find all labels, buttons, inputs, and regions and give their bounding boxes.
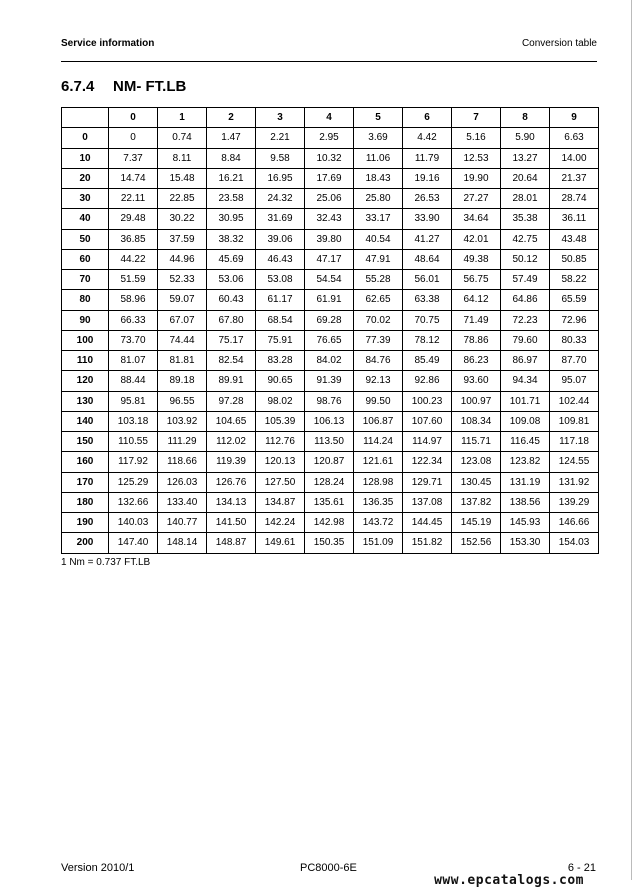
table-cell: 145.93 [501, 513, 550, 533]
table-cell: 133.40 [158, 492, 207, 512]
table-cell: 98.76 [305, 391, 354, 411]
column-header: 7 [452, 108, 501, 128]
table-cell: 101.71 [501, 391, 550, 411]
table-cell: 97.28 [207, 391, 256, 411]
table-cell: 88.44 [109, 371, 158, 391]
table-row [62, 168, 599, 188]
table-cell: 52.33 [158, 270, 207, 290]
table-cell: 45.69 [207, 249, 256, 269]
table-cell: 107.60 [403, 411, 452, 431]
table-row [62, 229, 599, 249]
table-row [62, 290, 599, 310]
table-cell: 77.39 [354, 330, 403, 350]
table-cell: 125.29 [109, 472, 158, 492]
table-cell: 13.27 [501, 148, 550, 168]
table-cell: 70.75 [403, 310, 452, 330]
table-cell: 140.77 [158, 513, 207, 533]
table-cell: 17.69 [305, 168, 354, 188]
header-section-label: Service information [61, 38, 155, 49]
table-cell: 151.82 [403, 533, 452, 553]
row-header: 30 [62, 189, 109, 209]
table-cell: 8.84 [207, 148, 256, 168]
table-cell: 11.79 [403, 148, 452, 168]
table-cell: 50.85 [550, 249, 599, 269]
table-cell: 54.54 [305, 270, 354, 290]
table-cell: 145.19 [452, 513, 501, 533]
table-cell: 116.45 [501, 432, 550, 452]
table-cell: 142.98 [305, 513, 354, 533]
table-cell: 71.49 [452, 310, 501, 330]
table-row [62, 310, 599, 330]
table-cell: 58.22 [550, 270, 599, 290]
table-cell: 51.59 [109, 270, 158, 290]
table-cell: 90.65 [256, 371, 305, 391]
table-cell: 56.01 [403, 270, 452, 290]
column-header: 0 [109, 108, 158, 128]
table-cell: 75.91 [256, 330, 305, 350]
section-number: 6.7.4 [61, 78, 95, 95]
table-cell: 86.23 [452, 351, 501, 371]
table-cell: 98.02 [256, 391, 305, 411]
table-cell: 66.33 [109, 310, 158, 330]
table-cell: 75.17 [207, 330, 256, 350]
column-header: 8 [501, 108, 550, 128]
table-cell: 95.81 [109, 391, 158, 411]
table-cell: 39.06 [256, 229, 305, 249]
table-cell: 37.59 [158, 229, 207, 249]
table-cell: 128.98 [354, 472, 403, 492]
table-cell: 9.58 [256, 148, 305, 168]
table-row [62, 472, 599, 492]
table-cell: 110.55 [109, 432, 158, 452]
column-header: 9 [550, 108, 599, 128]
table-cell: 32.43 [305, 209, 354, 229]
footer-page-number: 6 - 21 [567, 862, 596, 874]
table-cell: 64.12 [452, 290, 501, 310]
table-cell: 69.28 [305, 310, 354, 330]
table-cell: 139.29 [550, 492, 599, 512]
table-cell: 31.69 [256, 209, 305, 229]
table-cell: 50.12 [501, 249, 550, 269]
table-cell: 8.11 [158, 148, 207, 168]
table-cell: 112.76 [256, 432, 305, 452]
table-cell: 126.03 [158, 472, 207, 492]
table-cell: 72.96 [550, 310, 599, 330]
table-cell: 147.40 [109, 533, 158, 553]
table-cell: 56.75 [452, 270, 501, 290]
table-cell: 53.08 [256, 270, 305, 290]
table-cell: 149.61 [256, 533, 305, 553]
table-cell: 36.11 [550, 209, 599, 229]
table-cell: 130.45 [452, 472, 501, 492]
row-header: 150 [62, 432, 109, 452]
table-cell: 123.08 [452, 452, 501, 472]
table-row [62, 452, 599, 472]
table-cell: 78.86 [452, 330, 501, 350]
table-cell: 87.70 [550, 351, 599, 371]
section-title: NM- FT.LB [113, 78, 187, 95]
column-header: 6 [403, 108, 452, 128]
table-cell: 59.07 [158, 290, 207, 310]
table-cell: 144.45 [403, 513, 452, 533]
table-row [62, 270, 599, 290]
table-cell: 83.28 [256, 351, 305, 371]
table-cell: 132.66 [109, 492, 158, 512]
table-cell: 100.97 [452, 391, 501, 411]
conversion-table [61, 107, 599, 554]
table-cell: 113.50 [305, 432, 354, 452]
table-cell: 122.34 [403, 452, 452, 472]
table-cell: 136.35 [354, 492, 403, 512]
table-cell: 89.18 [158, 371, 207, 391]
page-edge-line [631, 0, 632, 880]
table-cell: 25.06 [305, 189, 354, 209]
table-cell: 109.08 [501, 411, 550, 431]
table-cell: 64.86 [501, 290, 550, 310]
column-header: 4 [305, 108, 354, 128]
table-cell: 2.21 [256, 128, 305, 148]
table-cell: 14.00 [550, 148, 599, 168]
row-header: 20 [62, 168, 109, 188]
table-cell: 36.85 [109, 229, 158, 249]
table-cell: 85.49 [403, 351, 452, 371]
table-cell: 73.70 [109, 330, 158, 350]
table-cell: 10.32 [305, 148, 354, 168]
footer-version: Version 2010/1 [61, 862, 135, 874]
table-row [62, 351, 599, 371]
row-header: 60 [62, 249, 109, 269]
page-header [61, 38, 597, 62]
table-cell: 24.32 [256, 189, 305, 209]
table-cell: 21.37 [550, 168, 599, 188]
table-cell: 53.06 [207, 270, 256, 290]
table-cell: 72.23 [501, 310, 550, 330]
table-cell: 137.82 [452, 492, 501, 512]
row-header: 10 [62, 148, 109, 168]
column-header: 5 [354, 108, 403, 128]
table-cell: 7.37 [109, 148, 158, 168]
table-cell: 102.44 [550, 391, 599, 411]
watermark-text: www.epcatalogs.com [434, 873, 584, 888]
table-cell: 115.71 [452, 432, 501, 452]
table-cell: 120.13 [256, 452, 305, 472]
table-cell: 92.13 [354, 371, 403, 391]
table-cell: 148.87 [207, 533, 256, 553]
table-cell: 81.81 [158, 351, 207, 371]
table-cell: 92.86 [403, 371, 452, 391]
table-cell: 84.02 [305, 351, 354, 371]
column-header: 3 [256, 108, 305, 128]
table-cell: 39.80 [305, 229, 354, 249]
table-cell: 14.74 [109, 168, 158, 188]
header-topic-label: Conversion table [521, 38, 597, 49]
table-cell: 121.61 [354, 452, 403, 472]
row-header: 0 [62, 128, 109, 148]
row-header: 90 [62, 310, 109, 330]
table-cell: 153.30 [501, 533, 550, 553]
table-cell: 70.02 [354, 310, 403, 330]
table-cell: 19.90 [452, 168, 501, 188]
table-cell: 68.54 [256, 310, 305, 330]
table-corner-cell [62, 108, 109, 128]
table-cell: 35.38 [501, 209, 550, 229]
table-cell: 78.12 [403, 330, 452, 350]
table-cell: 0 [109, 128, 158, 148]
table-cell: 154.03 [550, 533, 599, 553]
table-cell: 38.32 [207, 229, 256, 249]
table-cell: 26.53 [403, 189, 452, 209]
table-cell: 141.50 [207, 513, 256, 533]
row-header: 80 [62, 290, 109, 310]
table-cell: 43.48 [550, 229, 599, 249]
table-row [62, 492, 599, 512]
column-header: 1 [158, 108, 207, 128]
table-row [62, 411, 599, 431]
row-header: 160 [62, 452, 109, 472]
table-row [62, 148, 599, 168]
row-header: 180 [62, 492, 109, 512]
table-cell: 47.17 [305, 249, 354, 269]
table-cell: 0.74 [158, 128, 207, 148]
row-header: 130 [62, 391, 109, 411]
table-cell: 65.59 [550, 290, 599, 310]
table-cell: 135.61 [305, 492, 354, 512]
table-cell: 151.09 [354, 533, 403, 553]
table-cell: 5.16 [452, 128, 501, 148]
table-cell: 27.27 [452, 189, 501, 209]
table-cell: 62.65 [354, 290, 403, 310]
table-cell: 146.66 [550, 513, 599, 533]
table-cell: 57.49 [501, 270, 550, 290]
table-cell: 44.96 [158, 249, 207, 269]
table-cell: 1.47 [207, 128, 256, 148]
row-header: 70 [62, 270, 109, 290]
footer-model: PC8000-6E [300, 862, 357, 874]
table-cell: 124.55 [550, 452, 599, 472]
table-cell: 112.02 [207, 432, 256, 452]
table-cell: 119.39 [207, 452, 256, 472]
row-header: 100 [62, 330, 109, 350]
table-cell: 22.11 [109, 189, 158, 209]
table-cell: 61.91 [305, 290, 354, 310]
row-header: 200 [62, 533, 109, 553]
table-cell: 74.44 [158, 330, 207, 350]
table-cell: 30.95 [207, 209, 256, 229]
table-cell: 47.91 [354, 249, 403, 269]
table-cell: 40.54 [354, 229, 403, 249]
table-cell: 150.35 [305, 533, 354, 553]
table-cell: 58.96 [109, 290, 158, 310]
table-cell: 117.18 [550, 432, 599, 452]
table-cell: 106.13 [305, 411, 354, 431]
table-cell: 129.71 [403, 472, 452, 492]
table-cell: 3.69 [354, 128, 403, 148]
table-cell: 93.60 [452, 371, 501, 391]
table-cell: 152.56 [452, 533, 501, 553]
table-cell: 117.92 [109, 452, 158, 472]
table-cell: 46.43 [256, 249, 305, 269]
table-cell: 81.07 [109, 351, 158, 371]
table-cell: 143.72 [354, 513, 403, 533]
table-cell: 16.95 [256, 168, 305, 188]
table-cell: 148.14 [158, 533, 207, 553]
table-cell: 114.24 [354, 432, 403, 452]
row-header: 170 [62, 472, 109, 492]
table-cell: 15.48 [158, 168, 207, 188]
table-cell: 34.64 [452, 209, 501, 229]
table-cell: 11.06 [354, 148, 403, 168]
table-cell: 55.28 [354, 270, 403, 290]
table-cell: 49.38 [452, 249, 501, 269]
table-row [62, 128, 599, 148]
table-cell: 67.80 [207, 310, 256, 330]
table-cell: 82.54 [207, 351, 256, 371]
table-cell: 28.01 [501, 189, 550, 209]
table-cell: 25.80 [354, 189, 403, 209]
table-cell: 94.34 [501, 371, 550, 391]
table-cell: 140.03 [109, 513, 158, 533]
table-cell: 2.95 [305, 128, 354, 148]
table-row [62, 391, 599, 411]
table-cell: 84.76 [354, 351, 403, 371]
table-row [62, 533, 599, 553]
table-cell: 134.13 [207, 492, 256, 512]
table-cell: 95.07 [550, 371, 599, 391]
table-cell: 12.53 [452, 148, 501, 168]
table-cell: 127.50 [256, 472, 305, 492]
table-cell: 20.64 [501, 168, 550, 188]
table-row [62, 209, 599, 229]
row-header: 120 [62, 371, 109, 391]
table-cell: 131.19 [501, 472, 550, 492]
table-cell: 118.66 [158, 452, 207, 472]
row-header: 110 [62, 351, 109, 371]
table-cell: 100.23 [403, 391, 452, 411]
table-row [62, 330, 599, 350]
table-cell: 30.22 [158, 209, 207, 229]
table-cell: 18.43 [354, 168, 403, 188]
table-cell: 6.63 [550, 128, 599, 148]
table-cell: 114.97 [403, 432, 452, 452]
table-cell: 120.87 [305, 452, 354, 472]
table-cell: 63.38 [403, 290, 452, 310]
row-header: 140 [62, 411, 109, 431]
table-cell: 22.85 [158, 189, 207, 209]
table-cell: 137.08 [403, 492, 452, 512]
table-cell: 42.01 [452, 229, 501, 249]
table-cell: 104.65 [207, 411, 256, 431]
table-row [62, 371, 599, 391]
row-header: 50 [62, 229, 109, 249]
table-cell: 16.21 [207, 168, 256, 188]
table-cell: 96.55 [158, 391, 207, 411]
table-cell: 79.60 [501, 330, 550, 350]
table-cell: 28.74 [550, 189, 599, 209]
table-row [62, 249, 599, 269]
table-cell: 89.91 [207, 371, 256, 391]
table-cell: 42.75 [501, 229, 550, 249]
table-cell: 123.82 [501, 452, 550, 472]
table-row [62, 513, 599, 533]
table-cell: 142.24 [256, 513, 305, 533]
table-cell: 33.17 [354, 209, 403, 229]
table-cell: 23.58 [207, 189, 256, 209]
table-cell: 108.34 [452, 411, 501, 431]
table-cell: 29.48 [109, 209, 158, 229]
table-cell: 105.39 [256, 411, 305, 431]
table-cell: 80.33 [550, 330, 599, 350]
table-cell: 131.92 [550, 472, 599, 492]
table-cell: 48.64 [403, 249, 452, 269]
row-header: 190 [62, 513, 109, 533]
table-cell: 5.90 [501, 128, 550, 148]
table-cell: 111.29 [158, 432, 207, 452]
table-cell: 86.97 [501, 351, 550, 371]
table-header-row [62, 108, 599, 128]
table-cell: 76.65 [305, 330, 354, 350]
table-cell: 67.07 [158, 310, 207, 330]
table-cell: 99.50 [354, 391, 403, 411]
table-cell: 41.27 [403, 229, 452, 249]
table-cell: 128.24 [305, 472, 354, 492]
row-header: 40 [62, 209, 109, 229]
table-cell: 44.22 [109, 249, 158, 269]
table-cell: 19.16 [403, 168, 452, 188]
table-row [62, 432, 599, 452]
conversion-note: 1 Nm = 0.737 FT.LB [61, 557, 151, 568]
table-cell: 106.87 [354, 411, 403, 431]
table-cell: 60.43 [207, 290, 256, 310]
column-header: 2 [207, 108, 256, 128]
table-cell: 103.18 [109, 411, 158, 431]
table-cell: 33.90 [403, 209, 452, 229]
table-cell: 138.56 [501, 492, 550, 512]
table-cell: 103.92 [158, 411, 207, 431]
table-cell: 4.42 [403, 128, 452, 148]
table-cell: 126.76 [207, 472, 256, 492]
table-cell: 61.17 [256, 290, 305, 310]
table-cell: 91.39 [305, 371, 354, 391]
table-row [62, 189, 599, 209]
table-cell: 109.81 [550, 411, 599, 431]
section-heading [61, 78, 186, 95]
table-cell: 134.87 [256, 492, 305, 512]
